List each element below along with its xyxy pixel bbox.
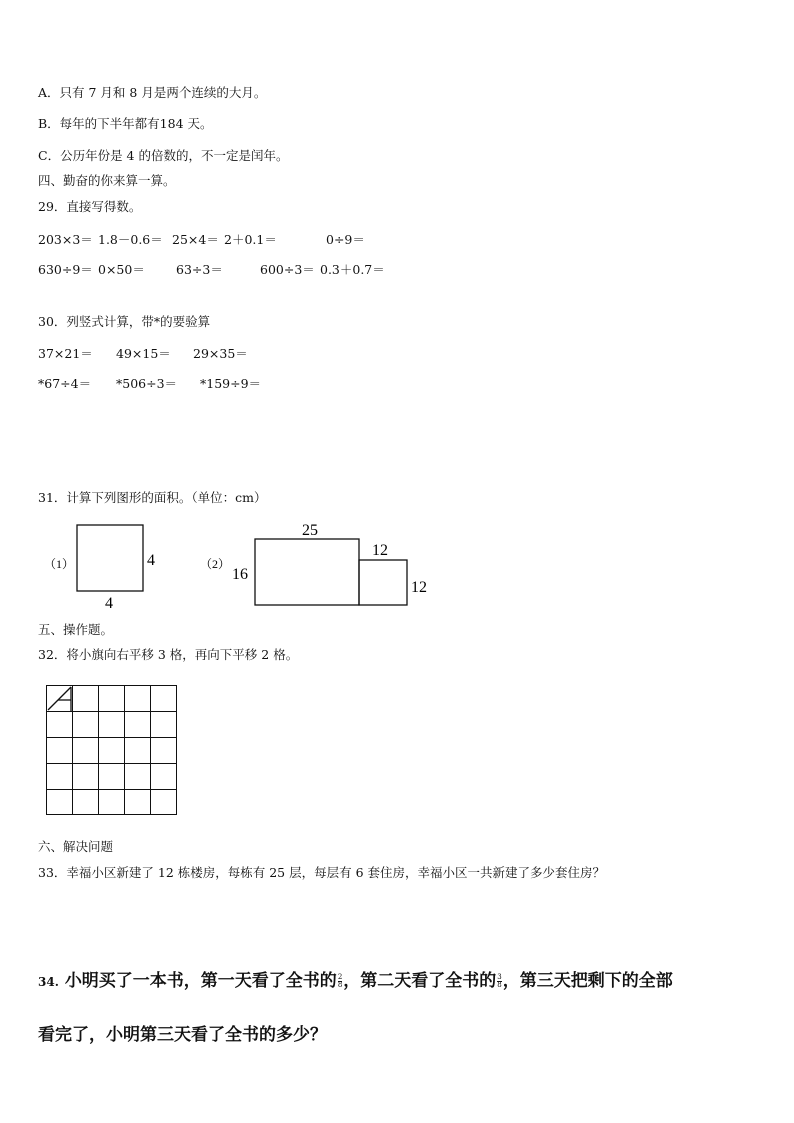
q30-item: 49×15＝ <box>116 346 171 361</box>
figure-1 <box>44 525 155 612</box>
section-5-title: 五、操作题。 <box>38 622 114 637</box>
fraction-2 <box>497 974 501 989</box>
q29-title: 29．直接写得数。 <box>38 199 142 214</box>
fraction-1 <box>338 974 342 989</box>
q30-item: *506÷3＝ <box>116 376 178 391</box>
q30-item: *67÷4＝ <box>38 376 92 391</box>
q34-text-part-1: 小明买了一本书，第一天看了全书的 <box>64 971 337 991</box>
q34-line-1 <box>38 966 673 991</box>
q29-item: 0÷9＝ <box>326 232 365 247</box>
q29-item: 1.8－0.6＝ <box>98 232 163 247</box>
fraction-1-denominator: 8 <box>337 981 343 989</box>
square-shape <box>77 525 143 591</box>
q34-line-2: 看完了，小明第三天看了全书的多少？ <box>38 1025 327 1045</box>
figure-2 <box>200 522 427 605</box>
q30-item: 37×21＝ <box>38 346 93 361</box>
q29-item: 2＋0.1＝ <box>224 232 277 247</box>
section-6-title: 六、解决问题 <box>38 839 114 854</box>
small-right-length: 12 <box>411 579 427 596</box>
fraction-2-denominator: 8 <box>497 981 502 989</box>
option-c: C．公历年份是 4 的倍数的，不一定是闰年。 <box>38 148 289 163</box>
q29-item: 0×50＝ <box>98 262 145 277</box>
q30-item: 29×35＝ <box>193 346 248 361</box>
square-side-right: 4 <box>147 552 155 569</box>
large-rectangle <box>255 539 359 605</box>
small-square <box>359 560 407 605</box>
flag-triangle-edge <box>48 687 71 710</box>
q30-title: 30．列竖式计算，带*的要验算 <box>38 314 211 329</box>
grid-lines <box>46 685 177 815</box>
q32-title: 32．将小旗向右平移 3 格，再向下平移 2 格。 <box>38 647 299 662</box>
q31-title: 31．计算下列图形的面积。（单位：cm） <box>38 490 267 505</box>
flag-icon <box>48 687 71 711</box>
q32-grid <box>46 685 179 817</box>
q34-number: 34. <box>38 975 59 989</box>
section-4-title: 四、勤奋的你来算一算。 <box>38 173 176 188</box>
q34-text-part-2: ，第二天看了全书的 <box>343 971 497 991</box>
q29-item: 600÷3＝ <box>260 262 315 277</box>
option-b: B．每年的下半年都有184 天。 <box>38 116 213 131</box>
q29-item: 630÷9＝ <box>38 262 93 277</box>
fraction-1-numerator: 2 <box>337 973 343 981</box>
fraction-2-numerator: 3 <box>497 973 502 981</box>
grid-border <box>47 686 177 815</box>
rect-top-length: 25 <box>302 522 318 539</box>
q31-figures <box>0 515 794 615</box>
figure-2-label: （2） <box>200 557 231 571</box>
q29-item: 63÷3＝ <box>176 262 223 277</box>
option-a: A．只有 7 月和 8 月是两个连续的大月。 <box>38 85 267 100</box>
square-side-bottom: 4 <box>105 595 113 612</box>
q33-title: 33．幸福小区新建了 12 栋楼房，每栋有 25 层，每层有 6 套住房，幸福小区一共新建了多少套住房？ <box>38 865 606 880</box>
q30-item: *159÷9＝ <box>200 376 262 391</box>
rect-left-length: 16 <box>232 566 248 583</box>
q29-item: 0.3＋0.7＝ <box>320 262 385 277</box>
small-top-length: 12 <box>372 542 388 559</box>
q29-item: 25×4＝ <box>172 232 219 247</box>
q34-text-part-3: ，第三天把剩下的全部 <box>502 971 673 991</box>
figure-1-label: （1） <box>44 557 75 571</box>
q29-item: 203×3＝ <box>38 232 93 247</box>
